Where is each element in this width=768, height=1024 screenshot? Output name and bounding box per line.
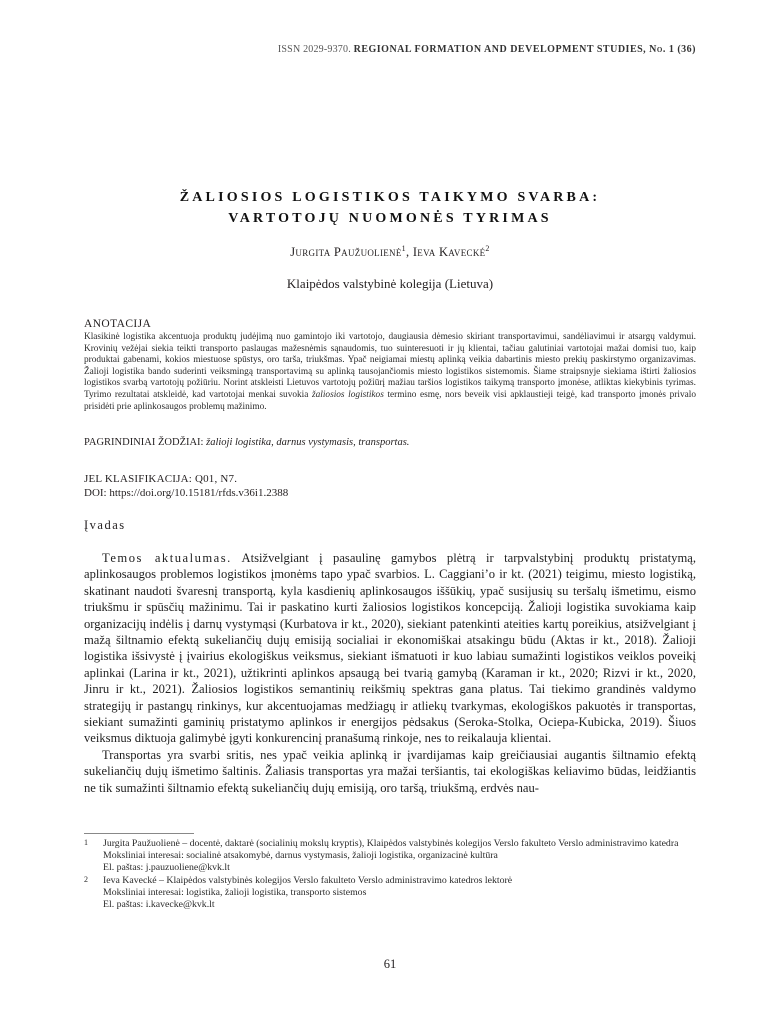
author-1: Jurgita Paužuolienė [290,245,402,260]
body-paragraph-2: Transportas yra svarbi sritis, nes ypač veikia aplinką ir įvardijamas kaip greičiausiai augantis šiltnamio efektą sukeliančių dujų išmetimo šaltinis. Žaliasis transportas yra mažai teršiantis, tai ekologiškas keliavimo būdas, leidžiantis ne tik sumažinti šiltnamio efektą sukeliančių dujų emisiją, oro taršą, triukšmą, erdvės nau- [84,747,696,795]
footnote-divider [84,833,194,834]
affiliation: Klaipėdos valstybinė kolegija (Lietuva) [286,276,494,291]
body-text [84,550,696,796]
footnote-1 [84,838,696,875]
title-line-2: VARTOTOJŲ NUOMONĖS TYRIMAS [228,211,552,226]
footnote-2-mark: 2 [84,874,88,884]
section-heading-introduction: Įvadas [84,518,126,532]
footnote-2-line-2: Moksliniai interesai: logistika, žalioji logistika, transporto sistemos [103,886,367,898]
body-paragraph-1 [84,550,696,747]
abstract-body [84,332,696,413]
lead-in-phrase: Temos aktualumas. [102,551,232,565]
footnote-2-line-3[interactable]: El. paštas: i.kavecke@kvk.lt [103,899,215,911]
title-line-1: ŽALIOSIOS LOGISTIKOS TAIKYMO SVARBA: [179,190,601,205]
jel-classification: JEL KLASIFIKACIJA: Q01, N7. [84,473,238,485]
footnote-1-line-1: Jurgita Paužuolienė – docentė, daktarė (socialinių mokslų kryptis), Klaipėdos valstybinės kolegijos Verslo fakulteto Verslo administravimo katedra [103,838,679,849]
issn-text: ISSN 2029-9370. [277,44,351,55]
abstract-italic-term: žaliosios logistikos [312,389,384,400]
paragraph-1-text: Atsižvelgiant į pasaulinę gamybos plėtrą ir tarpvalstybinį produktų pristatymą, aplinkosaugos problemos logistikos įmonėms tapo ypač svarbios. L. Caggiani’o ir kt. (2021) teigimu, miesto logistiką, skatinant naudoti švaresnį transportą, kyla kasdienių aplinkosaugos iššūkių, ypač susijusių su teršalų išmetimu, eismo triukšmu ir spūsčių mažinimu. Tai ir paskatino kurti žaliosios logistikos koncepciją. Žalioji logistika suvokiama kaip organizacijų indėlis į darnų vystymąsi (Kurbatova ir kt., 2020), siekiant patenkinti ateities kartų poreikius, atsižvelgiant į mažą šiltnamio efektą sukeliančių dujų emisiją socialiai ir ekonomiškai atsakingu būdu (Aktas ir kt., 2018). Žalioji logistika išsivystė į įvairius ekologiškus veiksmus, siekiant išmatuoti ir kuo labiau sumažinti logistikos veiklos poveikį aplinkai (Larina ir kt., 2021), užtikrinti aplinkos apsaugą bei tvarią gamybą (Karaman ir kt., 2020; Rizvi ir kt., 2020, Jinru ir kt., 2021). Žaliosios logistikos semantinių reikšmių spektras gana platus. Tai tiekimo grandinės valdymo strategijų ir pastangų rinkinys, kur akcentuojamas medžiagų ir atliekų tvarkymas, ekologiškos pakuotės ir transportas, siekiant sumažinti gaminių pristatymo aplinkos ir energijos pėdsakus (Seroka-Stolka, Ociepa-Kubicka, 2019). Šiuos veiksmus diktuoja galimybė įgyti konkurencinį pranašumą rinkoje, nes to reikalauja klientai. [84,551,696,746]
keywords-values: žalioji logistika, darnus vystymasis, transportas. [206,437,410,448]
footnote-2 [84,875,696,912]
footnotes [84,838,696,911]
doi-link[interactable]: DOI: https://doi.org/10.15181/rfds.v36i1.2388 [84,487,289,499]
paper-page [84,0,696,1024]
footnote-1-line-3[interactable]: El. paštas: j.pauzuoliene@kvk.lt [103,862,230,874]
keywords-label: PAGRINDINIAI ŽODŽIAI: [84,437,204,448]
page-number: 61 [383,957,397,971]
abstract-text-end: termino esmę, nors beveik visi apklaustieji teigė, kad transporto įmonės privalo prisidėti prie aplinkosaugos problemų mažinimo. [84,389,696,412]
footnote-1-line-2: Moksliniai interesai: socialinė atsakomybė, darnus vystymasis, žalioji logistika, organizacinė kultūra [103,850,498,862]
author-1-footnote-mark: 1 [401,244,406,253]
article-title [84,187,696,229]
abstract-text-main: Klasikinė logistika akcentuoja produktų judėjimą nuo gamintojo iki vartotojo, daugiausia dėmesio skiriant transportavimui, sandėliavimui ir atsargų valdymui. Krovinių vežėjai siekia teikti transporto paslaugas mažesnėmis sąnaudomis, tuo suinteresuoti ir jų klientai, tačiau galutiniai vartotojai mažai domisi tuo, kaip produktai gabenami, kokios miestuose spūstys, oro tarša, triukšmas. Ypač neigiamai miestų aplinką veikia dabartinis miesto prekių paskirstymo organizavimas. Žalioji logistika bando suderinti veiksmingą transportavimą su aplinką tausojančiomis miesto logistikos sistemomis. Šiame straipsnyje siekiama ištirti žaliosios logistikos svarbą vartotojų požiūriu. Norint atskleisti Lietuvos vartotojų požiūrį mažiau taršios logistikos taikymą transporto įmonėse, atliktas kiekybinis tyrimas. Tyrimo rezultatai atskleidė, kad vartotojai menkai suvokia [84,332,696,400]
footnote-2-line-1: Ieva Kavecké – Klaipėdos valstybinės kolegijos Verslo fakulteto Verslo administravimo katedros lektorė [103,874,513,886]
keywords [84,437,696,449]
abstract-heading: ANOTACIJA [84,318,152,330]
journal-name: REGIONAL FORMATION AND DEVELOPMENT STUDIES, No. 1 (36) [353,44,696,55]
running-header [84,44,696,55]
footnote-1-mark: 1 [84,838,88,847]
author-separator: , [405,245,413,260]
author-list [84,244,696,260]
author-2-footnote-mark: 2 [485,244,490,253]
author-2: Ieva Kavecké [412,245,486,260]
